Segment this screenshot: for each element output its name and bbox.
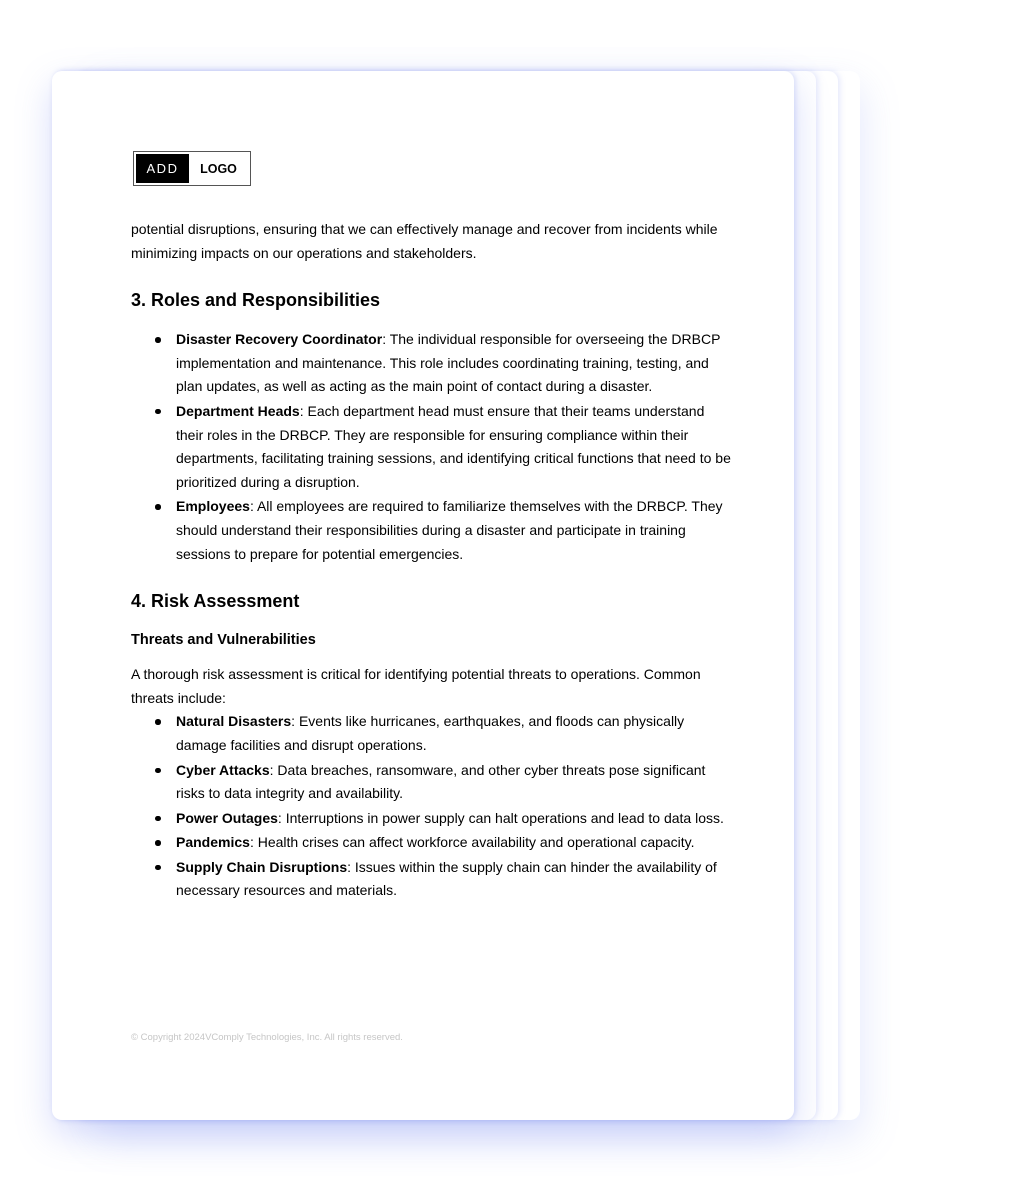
list-item-term: Supply Chain Disruptions [176, 858, 348, 875]
list-item-text: : Interruptions in power supply can halt operations and lead to data loss. [277, 809, 724, 826]
list-item-term: Department Heads [176, 402, 300, 419]
list-item-term: Pandemics [176, 834, 250, 851]
list-item [176, 495, 731, 566]
logo-add-text: ADD [136, 154, 189, 183]
list-item [176, 831, 731, 855]
list-item-term: Cyber Attacks [176, 761, 270, 778]
threats-list [131, 710, 731, 903]
section-3-heading: 3. Roles and Responsibilities [131, 290, 381, 311]
intro-paragraph: potential disruptions, ensuring that we can effectively manage and recover from incidents while minimizing impacts on our operations and stakeholders. [131, 221, 718, 261]
list-item-text: : The individual responsible for overseeing the DRBCP implementation and maintenance. This role includes coordinating training, testing, and plan updates, as well as acting as the main point of contact during a disaster. [176, 331, 721, 395]
section-4-subheading: Threats and Vulnerabilities [131, 632, 316, 649]
list-item-text: : Events like hurricanes, earthquakes, and floods can physically damage facilities and disrupt operations. [176, 713, 685, 753]
copyright-footer: © Copyright 2024VComply Technologies, Inc. All rights reserved. [131, 1032, 403, 1043]
list-item [176, 856, 731, 903]
roles-list [131, 328, 731, 566]
list-item [176, 710, 731, 757]
list-item-term: Employees [176, 498, 250, 515]
logo-placeholder [133, 151, 251, 186]
list-item-term: Natural Disasters [176, 713, 292, 730]
list-item-term: Power Outages [176, 809, 278, 826]
list-item-text: : Issues within the supply chain can hinder the availability of necessary resources and materials. [176, 858, 717, 899]
list-item [176, 400, 731, 494]
list-item [176, 759, 731, 806]
list-item-text: : All employees are required to familiarize themselves with the DRBCP. They should understand their responsibilities during a disaster and participate in training sessions to prepare for potential emergencies. [176, 498, 723, 562]
list-item [176, 328, 731, 399]
list-item [176, 807, 731, 831]
section-4-heading: 4. Risk Assessment [131, 591, 300, 612]
document-page [52, 71, 794, 1120]
list-item-text: : Each department head must ensure that their teams understand their roles in the DRBCP. They are responsible for ensuring compliance within their departments, facilitating training sessions, and identifying critical functions that need to be prioritized during a disruption. [176, 402, 731, 490]
document-content [131, 218, 731, 904]
logo-word-text: LOGO [200, 161, 237, 176]
list-item-term: Disaster Recovery Coordinator [176, 331, 383, 348]
list-item-text: : Data breaches, ransomware, and other cyber threats pose significant risks to data integrity and availability. [176, 761, 706, 802]
list-item-text: : Health crises can affect workforce availability and operational capacity. [249, 834, 695, 851]
risk-paragraph: A thorough risk assessment is critical for identifying potential threats to operations. Common threats include: [131, 666, 701, 706]
